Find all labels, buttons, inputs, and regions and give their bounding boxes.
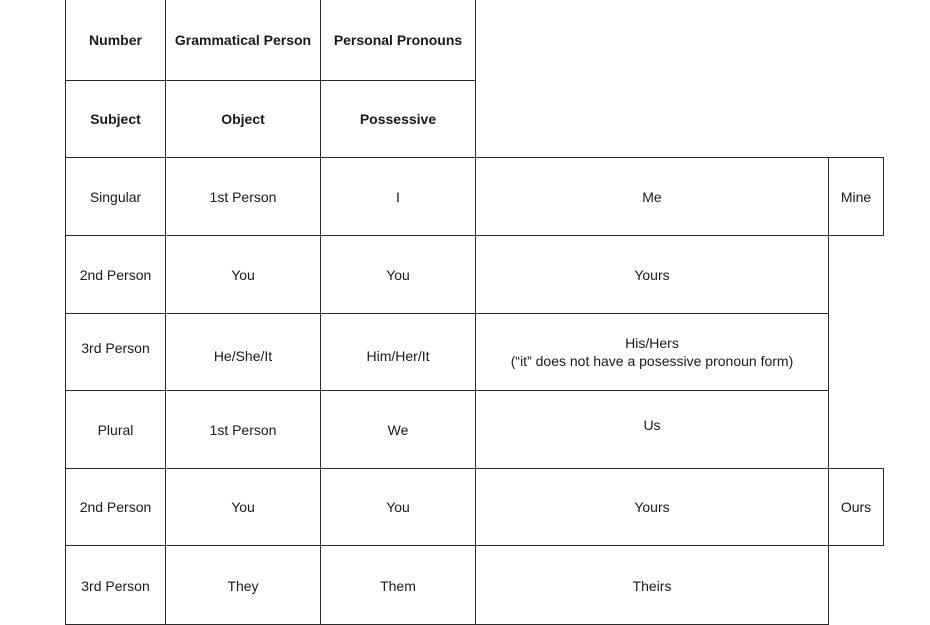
cell-text: His/Hers [625,335,679,351]
header-number [65,0,166,81]
cell-text: You [231,499,255,515]
cell-text: 3rd Person [81,578,150,594]
table-cell [320,468,476,546]
cell-text: Them [380,578,416,594]
cell-text: We [387,421,409,438]
cell-text: 3rd Person [81,340,150,356]
cell-text: Us [643,416,661,433]
cell-text: Yours [634,266,670,283]
header-number-text: Number [89,31,142,48]
cell-text: 1st Person [209,421,277,438]
table-cell [475,468,829,546]
table-cell [475,235,829,314]
table-cell [165,313,321,391]
cell-text: Plural [97,421,134,438]
table-cell [65,235,166,314]
cell-text: (“it” does not have a posessive pronoun form) [510,353,794,369]
table-cell [320,235,476,314]
table-cell [65,390,166,469]
table-cell [475,313,829,391]
cell-text: They [227,578,259,594]
cell-text: Yours [634,499,670,515]
cell-text: Him/Her/It [366,348,430,364]
table-cell [65,157,166,236]
header-object-text: Object [221,111,265,127]
header-possessive-text: Possessive [359,111,437,127]
table-cell [828,468,884,546]
cell-text: 1st Person [209,188,277,205]
cell-text: You [386,499,410,515]
cell-text: You [231,266,255,283]
cell-text: 2nd Person [79,266,152,283]
table-cell [165,157,321,236]
cell-text: 2nd Person [79,499,152,515]
table-cell [165,390,321,469]
cell-text: Singular [89,188,142,205]
cell-text: Me [642,188,662,205]
header-grammatical-person-text: Grammatical Person [174,31,312,48]
table-cell [475,390,829,469]
cell-text: He/She/It [213,348,273,364]
header-subject [65,80,166,158]
table-cell [165,545,321,625]
header-subject-text: Subject [90,111,141,127]
table-cell [165,468,321,546]
table-cell [320,157,476,236]
table-cell [475,545,829,625]
header-grammatical-person [165,0,321,81]
header-personal-pronouns [320,0,476,81]
table-cell [320,313,476,391]
cell-text: I [396,188,400,205]
table-cell [65,313,166,391]
table-cell [320,545,476,625]
table-cell [65,545,166,625]
cell-text: You [386,266,410,283]
header-personal-pronouns-text: Personal Pronouns [333,31,463,48]
table-cell [475,157,829,236]
table-cell [65,468,166,546]
cell-text: Theirs [632,578,672,594]
table-cell [828,157,884,236]
header-possessive [320,80,476,158]
cell-text: Ours [840,499,872,515]
cell-text: Mine [840,188,872,205]
header-object [165,80,321,158]
table-cell [320,390,476,469]
table-cell [165,235,321,314]
